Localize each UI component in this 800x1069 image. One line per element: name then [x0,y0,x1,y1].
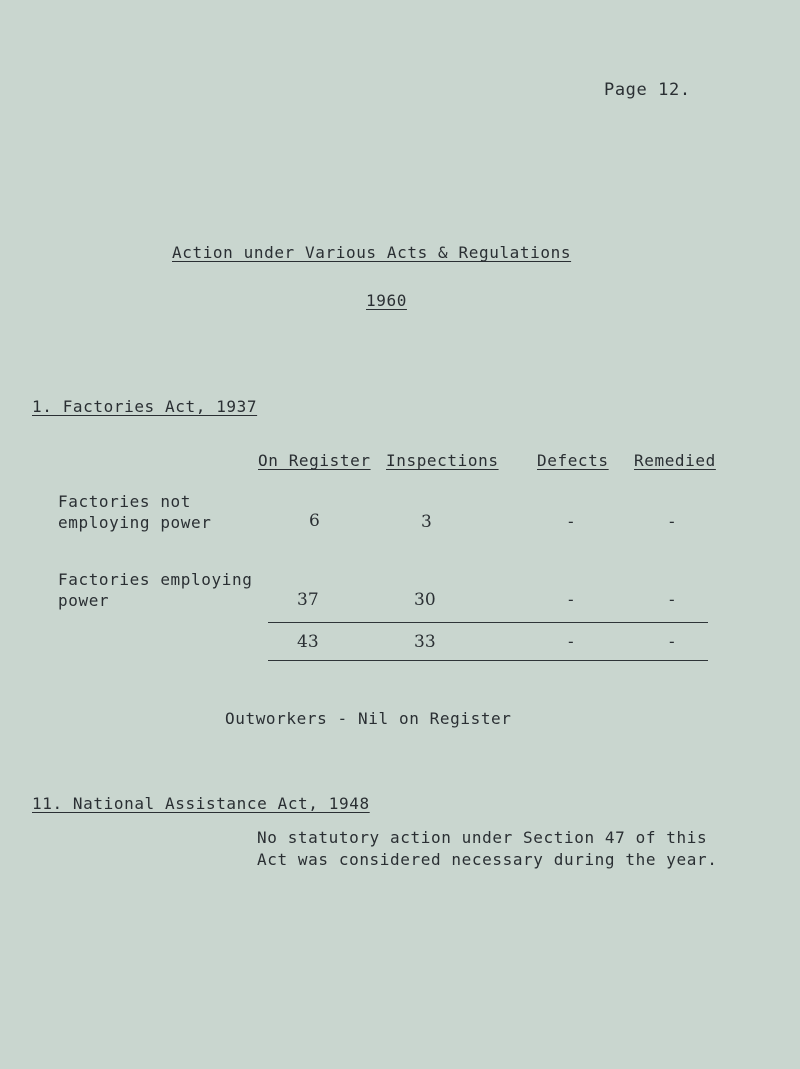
table-rule-upper [268,622,708,623]
section-2-heading-text: 11. National Assistance Act, 1948 [32,794,370,813]
row-1-defects: - [566,512,576,531]
table-rule-lower [268,660,708,661]
row-2-remedied: - [667,590,677,609]
section-1-heading-text: 1. Factories Act, 1937 [32,397,258,416]
total-inspections: 33 [414,632,436,652]
page-number: Page 12. [604,80,691,100]
document-year: 1960 [366,291,407,310]
document-title: Action under Various Acts & Regulations [172,243,572,262]
section-1-heading [32,397,257,416]
column-header-on-register: On Register [258,451,371,470]
total-remedied: - [667,632,677,651]
row-2-defects: - [566,590,576,609]
column-header-inspections: Inspections [386,451,499,470]
section-2-heading [32,794,370,813]
row-2-label-line-1: Factories employing [58,570,253,589]
outworkers-note: Outworkers - Nil on Register [225,709,512,728]
total-defects: - [566,632,576,651]
row-1-label-line-1: Factories not [58,492,192,511]
section-2-body-line-1: No statutory action under Section 47 of this [257,828,708,847]
total-on-register: 43 [297,632,319,652]
row-1-remedied: - [667,512,677,531]
row-2-inspections: 30 [414,590,436,610]
row-1-inspections: 3 [421,512,432,532]
row-1-on-register: 6 [309,511,320,531]
row-2-label-line-2: power [58,591,110,610]
row-2-on-register: 37 [297,590,319,610]
column-header-remedied: Remedied [634,451,716,470]
section-2-body-line-2: Act was considered necessary during the year. [257,850,718,869]
column-header-defects: Defects [537,451,609,470]
row-1-label-line-2: employing power [58,513,212,532]
